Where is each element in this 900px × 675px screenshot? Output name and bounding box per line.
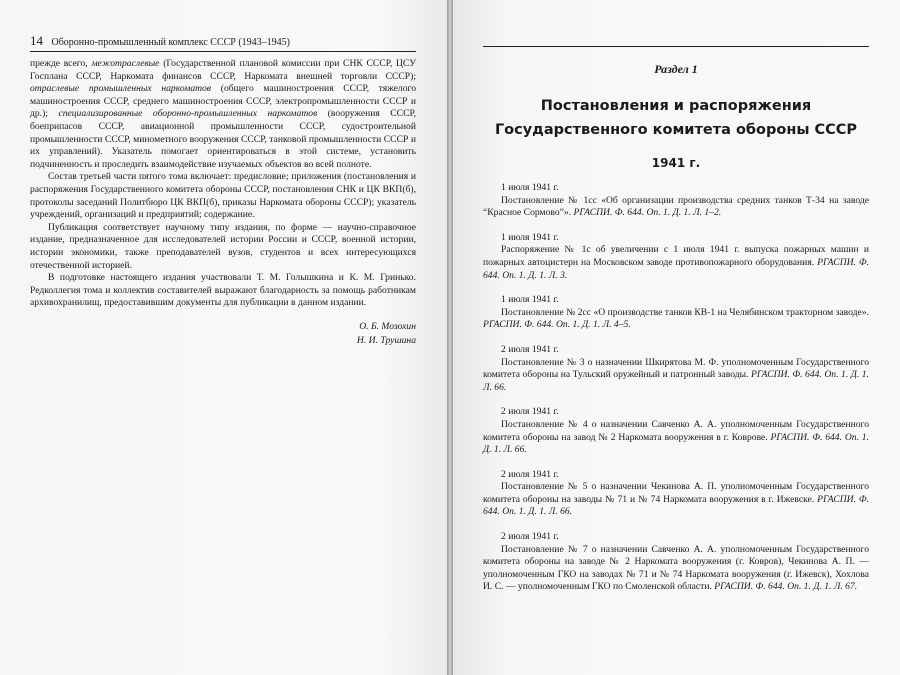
list-item: [483, 294, 869, 332]
entry-date: 2 июля 1941 г.: [501, 468, 559, 480]
section-title-line-1: Постановления и распоряжения: [540, 98, 812, 114]
entry-text: [483, 419, 869, 457]
paragraph-4: В подготовке настоящего издания участвовали Т. М. Голышкина и К. М. Гринько. Редколлегия тома и коллектив составителей выражают благодарность за помощь работникам архивохранилищ, предоставившим документы для публикации в данном издании.: [30, 272, 416, 309]
entry-body: Распоряжение № 1с об увеличении с 1 июля 1941 г. выпуска пожарных машин и пожарных автоцистерн на Московском заводе противопожарного оборудования.: [483, 244, 869, 268]
p1-text-g: (вооружения СССР, боеприпасов СССР, авиационной промышленности СССР, судостроительной промышленности СССР, минометного вооружения СССР, танковой промышленности СССР и их управлений). Указатель помогает ориентироваться в этой системе, установить подчиненность и проследить взаимодействие изучаемых объектов во всей полноте.: [30, 108, 416, 170]
entry-source: РГАСПИ. Ф. 644. Оп. 1. Д. 1. Л. 4–5.: [483, 319, 631, 331]
paragraph-1: [30, 58, 416, 171]
list-item: [483, 232, 869, 282]
entry-text: [483, 244, 869, 282]
entry-source: РГАСПИ. Ф. 644. Оп. 1. Д. 1. Л. 67.: [714, 581, 858, 593]
entry-source: РГАСПИ. Ф. 644. Оп. 1. Д. 1. Л. 66.: [483, 369, 869, 393]
p1-text-a: прежде всего,: [30, 58, 92, 69]
list-item: [483, 182, 869, 220]
entry-source: РГАСПИ. Ф. 644. Оп. 1. Д. 1. Л. 66.: [483, 431, 869, 456]
entry-text: [483, 481, 869, 519]
entry-body: Постановление № 3 о назначении Шкирятова М. Ф. уполномоченным Государственного комитета обороны на Тульский оружейный и патронный заводы.: [483, 356, 869, 381]
entry-date: 2 июля 1941 г.: [501, 406, 559, 418]
entries-list: [483, 182, 869, 606]
right-page: [453, 0, 900, 675]
entry-date: 1 июля 1941 г.: [501, 294, 559, 306]
year-heading: 1941 г.: [651, 156, 701, 170]
entry-date: 1 июля 1941 г.: [501, 182, 559, 193]
list-item: [483, 531, 869, 594]
list-item: [483, 406, 869, 456]
signatures: [30, 320, 416, 348]
p1-italic-f: специализированные оборонно-промышленных наркоматов: [58, 108, 318, 120]
top-rule: [483, 46, 869, 47]
entry-body: Постановление № 7 о назначении Савченко А. А. уполномоченным Государственного комитета обороны на заводе № 2 Наркомата вооружения (г. Ковров), Чекинова А. П. — уполномоченным ГКО на заводах № 71 и № 74 Наркомата вооружения (г. Ижевск), Хохлова И. С. — уполномоченным ГКО по Смоленской области.: [483, 543, 869, 593]
p1-italic-b: межотраслевые: [91, 58, 160, 69]
entry-date: 2 июля 1941 г.: [501, 531, 559, 543]
list-item: [483, 344, 869, 394]
p1-italic-d: отраслевые промышленных наркоматов: [30, 83, 212, 95]
running-head-title: Оборонно-промышленный комплекс СССР (1943–1945): [51, 37, 291, 48]
signature-1: О. Б. Мозохин: [359, 320, 416, 332]
signature-2: Н. И. Трушина: [356, 334, 416, 346]
entry-text: [483, 357, 869, 395]
entry-source: РГАСПИ. Ф. 644. Оп. 1. Д. 1. Л. 1–2.: [573, 207, 722, 219]
paragraph-2: Состав третьей части пятого тома включает: предисловие; приложения (постановления и распоряжения Государственного комитета обороны СССР, постановления СНК и ЦК ВКП(б), протоколы заседаний Политбюро ЦК ВКП(б), приказы Наркомата обороны СССР); указатель учреждений, организаций и предприятий; содержание.: [30, 171, 416, 221]
entry-text: [483, 195, 869, 220]
entry-source: РГАСПИ. Ф. 644. Оп. 1. Д. 1. Л. 66.: [483, 493, 869, 518]
page-number: 14: [30, 33, 43, 48]
section-title: [483, 94, 869, 142]
entry-date: 2 июля 1941 г.: [501, 343, 559, 355]
entry-text: [483, 544, 869, 594]
entry-body: Постановление № 2сс «О производстве танков КВ-1 на Челябинском тракторном заводе».: [501, 306, 869, 318]
paragraph-3: Публикация соответствует научному типу издания, по форме — научно-справочное издание, предназначенное для исследователей истории России и СССР, военной истории, истории экономики, также преподавателей вузов, студентов и всех интересующихся отечественной историей.: [30, 221, 416, 271]
section-title-line-2: Государственного комитета обороны СССР: [494, 122, 858, 138]
section-label: Раздел 1: [654, 62, 698, 76]
entry-text: [483, 307, 869, 332]
p1-text-e: (общего машиностроения СССР, тяжелого машиностроения СССР, среднего машиностроения СССР, электропромышленности СССР и др.);: [30, 83, 416, 120]
entry-body: Постановление № 4 о назначении Савченко А. А. уполномоченным Государственного комитета обороны на завод № 2 Наркомата вооружения в г. Коврове.: [483, 418, 869, 443]
entry-date: 1 июля 1941 г.: [501, 231, 559, 243]
running-head: [30, 33, 416, 52]
left-page: [0, 0, 447, 675]
list-item: [483, 469, 869, 519]
left-body-text: [30, 58, 416, 348]
entry-body: Постановление № 5 о назначении Чекинова А. П. уполномоченным Государственного комитета обороны на заводы № 71 и № 74 Наркомата вооружения в г. Ижевске.: [483, 481, 869, 505]
p1-text-c: (Государственной плановой комиссии при СНК СССР, ЦСУ Госплана СССР, Наркомата финансов СССР, Наркомата внешней торговли СССР);: [30, 58, 416, 82]
entry-body: Постановление № 1сс «Об организации производства средних танков Т-34 на заводе “Красное Сормово”».: [483, 194, 869, 219]
entry-source: РГАСПИ. Ф. 644. Оп. 1. Д. 1. Л. 3.: [483, 256, 869, 281]
